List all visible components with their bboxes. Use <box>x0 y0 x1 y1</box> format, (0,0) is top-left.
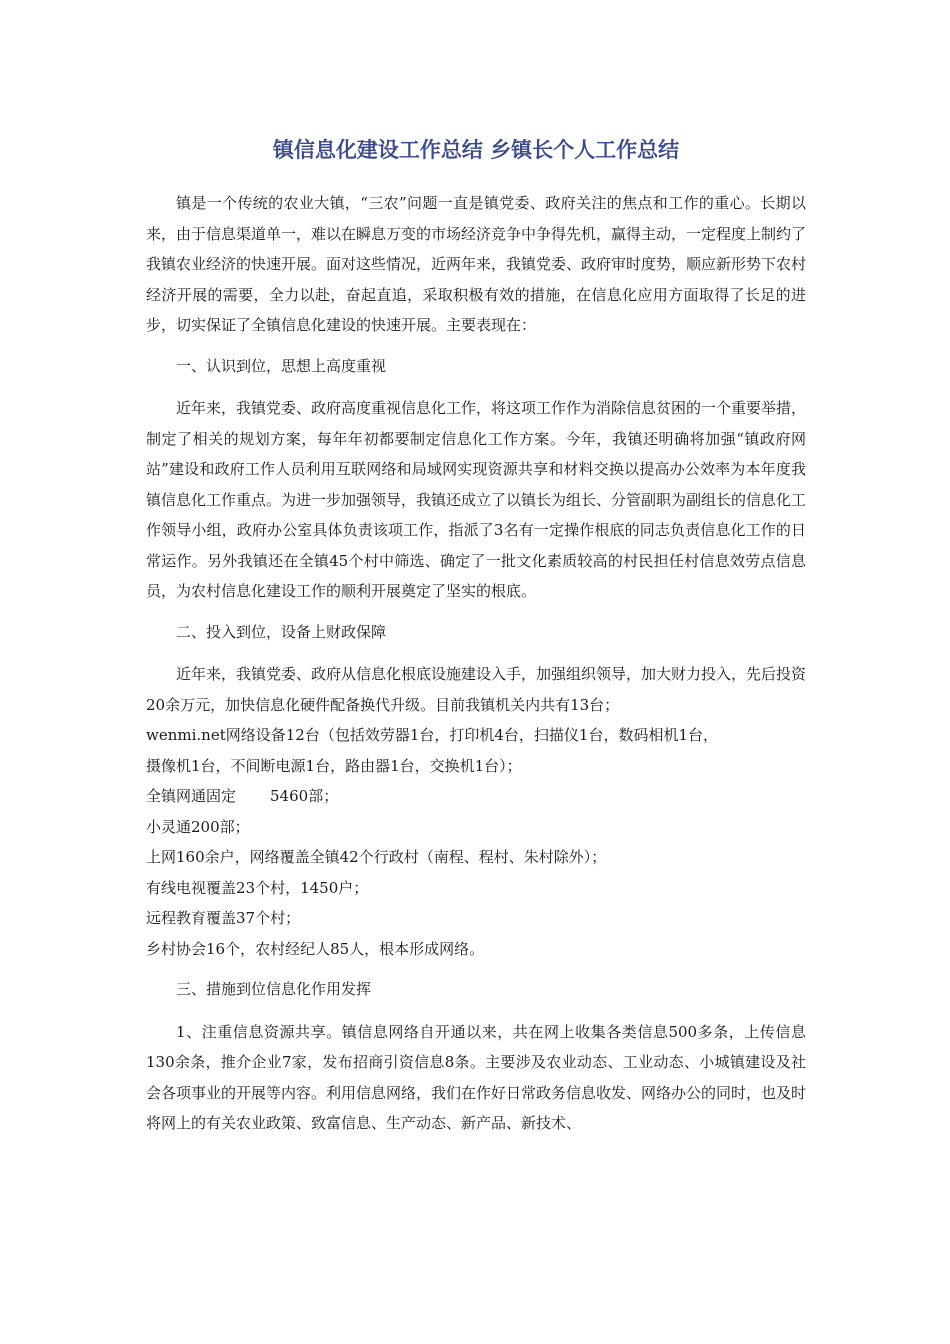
section2-phone-line <box>146 781 806 812</box>
section2-phone-label: 全镇网通固定 <box>146 787 237 805</box>
document-page <box>146 128 806 1139</box>
intro-paragraph: 镇是一个传统的农业大镇，“三农”问题一直是镇党委、政府关注的焦点和工作的重心。长期以来，由于信息渠道单一，难以在瞬息万变的市场经济竞争中争得先机，赢得主动，一定程度上制约了我镇农业经济的快速开展。面对这些情况，近两年来，我镇党委、政府审时度势，顺应新形势下农村经济开展的需要，全力以赴，奋起直追，采取积极有效的措施，在信息化应用方面取得了长足的进步，切实保证了全镇信息化建设的快速开展。主要表现在： <box>146 194 807 334</box>
section2-association-line: 乡村协会16个，农村经纪人85人，根本形成网络。 <box>146 939 485 958</box>
section2-cable-tv-line: 有线电视覆盖23个村，1450户； <box>146 878 369 897</box>
section3-heading: 三、措施到位信息化作用发挥 <box>176 980 372 998</box>
section3-paragraph: 1、注重信息资源共享。镇信息网络自开通以来，共在网上收集各类信息500多条，上传信息130余条，推介企业7家，发布招商引资信息8条。主要涉及农业动态、工业动态、小城镇建设及社会各项事业的开展等内容。利用信息网络，我们在作好日常政务信息收发、网络办公的同时，也及时将网上的有关农业政策、致富信息、生产动态、新产品、新技术、 <box>146 1022 807 1132</box>
document-title: 镇信息化建设工作总结 乡镇长个人工作总结 <box>272 138 680 162</box>
section2-heading: 二、投入到位，设备上财政保障 <box>176 622 387 641</box>
section2-equipment-line: wenmi.net网络设备12台（包括效劳器1台，打印机4台，扫描仪1台，数码相机1台， <box>146 726 718 744</box>
section1-heading: 一、认识到位，思想上高度重视 <box>176 356 387 375</box>
section2-phone-value: 5460部； <box>270 787 339 805</box>
section2-paragraph: 近年来，我镇党委、政府从信息化根底设施建设入手，加强组织领导，加大财力投入，先后投资20余万元，加快信息化硬件配备换代升级。目前我镇机关内共有13台； <box>146 665 807 714</box>
section1-paragraph: 近年来，我镇党委、政府高度重视信息化工作，将这项工作作为消除信息贫困的一个重要举措，制定了相关的规划方案，每年年初都要制定信息化工作方案。今年，我镇还明确将加强“镇政府网站”建设和政府工作人员利用互联网络和局域网实现资源共享和材料交换以提高办公效率为本年度我镇信息化工作重点。为进一步加强领导，我镇还成立了以镇长为组长、分管副职为副组长的信息化工作领导小组，政府办公室具体负责该项工作，指派了3名有一定操作根底的同志负责信息化工作的日常运作。另外我镇还在全镇45个村中筛选、确定了一批文化素质较高的村民担任村信息效劳点信息员，为农村信息化建设工作的顺利开展奠定了坚实的根底。 <box>146 399 807 600</box>
section2-remote-edu-line: 远程教育覆盖37个村； <box>146 909 301 927</box>
section2-internet-line: 上网160余户，网络覆盖全镇42个行政村（南程、程村、朱村除外）； <box>146 848 607 866</box>
section2-phs-line: 小灵通200部； <box>146 817 250 836</box>
section2-equipment-line-cont: 摄像机1台，不间断电源1台，路由器1台，交换机1台）； <box>146 756 522 775</box>
